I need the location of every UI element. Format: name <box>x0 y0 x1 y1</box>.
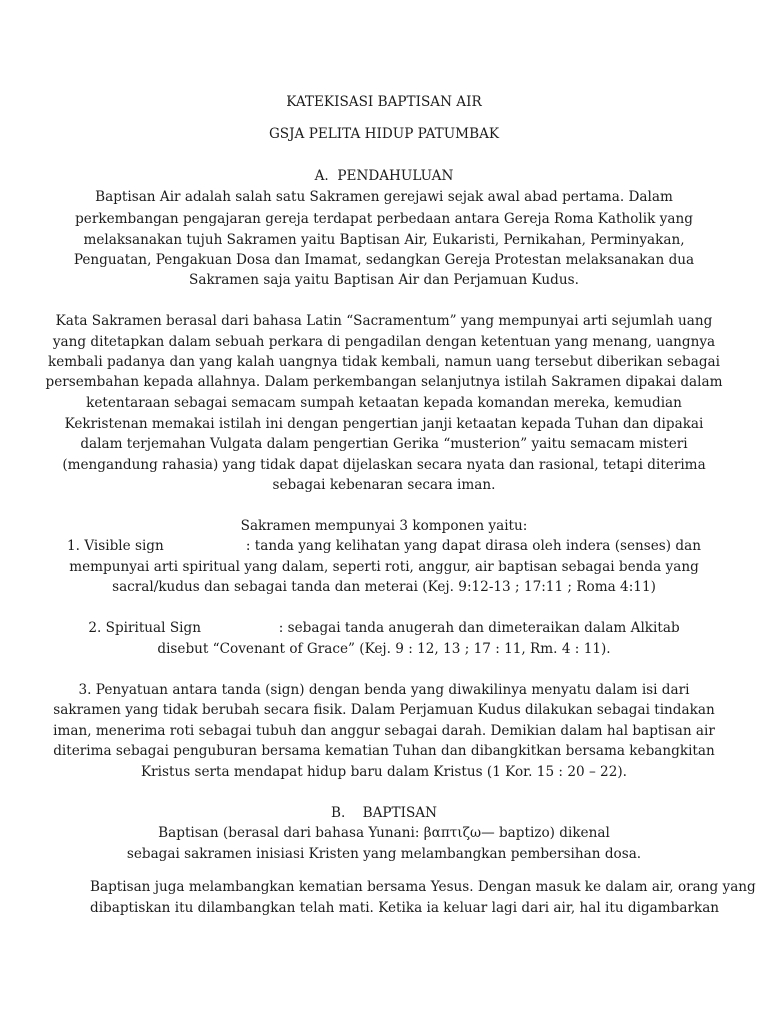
list-item: sakramen yang tidak berubah secara fisik. Dalam Perjamuan Kudus dilakukan sebagai tindakan <box>53 702 715 718</box>
list-item: disebut “Covenant of Grace” (Kej. 9 : 12, 13 ; 17 : 11, Rm. 4 : 11). <box>157 641 611 657</box>
paragraph-line: yang ditetapkan dalam sebuah perkara di pengadilan dengan ketentuan yang menang, uangnya <box>52 334 716 350</box>
list-item: iman, menerima roti sebagai tubuh dan anggur sebagai darah. Demikian dalam hal baptisan air <box>53 723 715 739</box>
paragraph-line: sebagai sakramen inisiasi Kristen yang melambangkan pembersihan dosa. <box>126 846 642 862</box>
paragraph-line: ketentaraan sebagai semacam sumpah ketaatan kepada komandan mereka, kemudian <box>86 395 682 411</box>
paragraph-line: Baptisan Air adalah salah satu Sakramen gerejawi sejak awal abad pertama. Dalam <box>95 189 673 205</box>
paragraph-line: dalam terjemahan Vulgata dalam pengertian Gerika “musterion” yaitu semacam misteri <box>80 436 688 452</box>
paragraph-line: kembali padanya dan yang kalah uangnya tidak kembali, namun uang tersebut diberikan sebagai <box>48 354 720 370</box>
paragraph-line: Baptisan (berasal dari bahasa Yunani: βαπτιζω— baptizo) dikenal <box>158 825 610 841</box>
paragraph-line: sebagai kebenaran secara iman. <box>272 477 496 493</box>
list-item: Kristus serta mendapat hidup baru dalam Kristus (1 Kor. 15 : 20 – 22). <box>141 764 627 780</box>
paragraph-line: melaksanakan tujuh Sakramen yaitu Baptisan Air, Eukaristi, Pernikahan, Perminyakan, <box>83 232 685 248</box>
paragraph-line: Sakramen saja yaitu Baptisan Air dan Perjamuan Kudus. <box>189 272 579 288</box>
paragraph-line: (mengandung rahasia) yang tidak dapat dijelaskan secara nyata dan rasional, tetapi diterima <box>62 457 706 473</box>
paragraph-line: dibaptiskan itu dilambangkan telah mati. Ketika ia keluar lagi dari air, hal itu digambarkan <box>90 900 720 916</box>
list-item: mempunyai arti spiritual yang dalam, seperti roti, anggur, air baptisan sebagai benda yang <box>69 559 699 575</box>
church-name: GSJA PELITA HIDUP PATUMBAK <box>268 126 500 142</box>
paragraph-line: persembahan kepada allahnya. Dalam perkembangan selanjutnya istilah Sakramen dipakai dalam <box>45 374 723 390</box>
list-item: 2. Spiritual Sign : sebagai tanda anugerah dan dimeteraikan dalam Alkitab <box>88 620 680 636</box>
paragraph-line: Kata Sakramen berasal dari bahasa Latin “Sacramentum” yang mempunyai arti sejumlah uang <box>55 313 713 329</box>
paragraph-line: Penguatan, Pengakuan Dosa dan Imamat, sedangkan Gereja Protestan melaksanakan dua <box>73 252 695 268</box>
list-item: 1. Visible sign : tanda yang kelihatan yang dapat dirasa oleh indera (senses) dan <box>67 538 701 554</box>
list-item: diterima sebagai penguburan bersama kematian Tuhan dan dibangkitkan bersama kebangkitan <box>53 743 715 759</box>
document-title: KATEKISASI BAPTISAN AIR <box>286 94 482 110</box>
components-intro: Sakramen mempunyai 3 komponen yaitu: <box>240 518 528 534</box>
section-b-heading: B. BAPTISAN <box>330 805 437 821</box>
paragraph-line: perkembangan pengajaran gereja terdapat perbedaan antara Gereja Roma Katholik yang <box>75 211 693 227</box>
paragraph-line: Kekristenan memakai istilah ini dengan pengertian janji ketaatan kepada Tuhan dan dipakai <box>64 416 704 432</box>
paragraph-line: Baptisan juga melambangkan kematian bersama Yesus. Dengan masuk ke dalam air, orang yang <box>90 879 756 895</box>
list-item: sacral/kudus dan sebagai tanda dan meterai (Kej. 9:12-13 ; 17:11 ; Roma 4:11) <box>112 579 656 595</box>
section-a-heading: A. PENDAHULUAN <box>314 168 454 184</box>
list-item: 3. Penyatuan antara tanda (sign) dengan benda yang diwakilinya menyatu dalam isi dari <box>78 682 690 698</box>
